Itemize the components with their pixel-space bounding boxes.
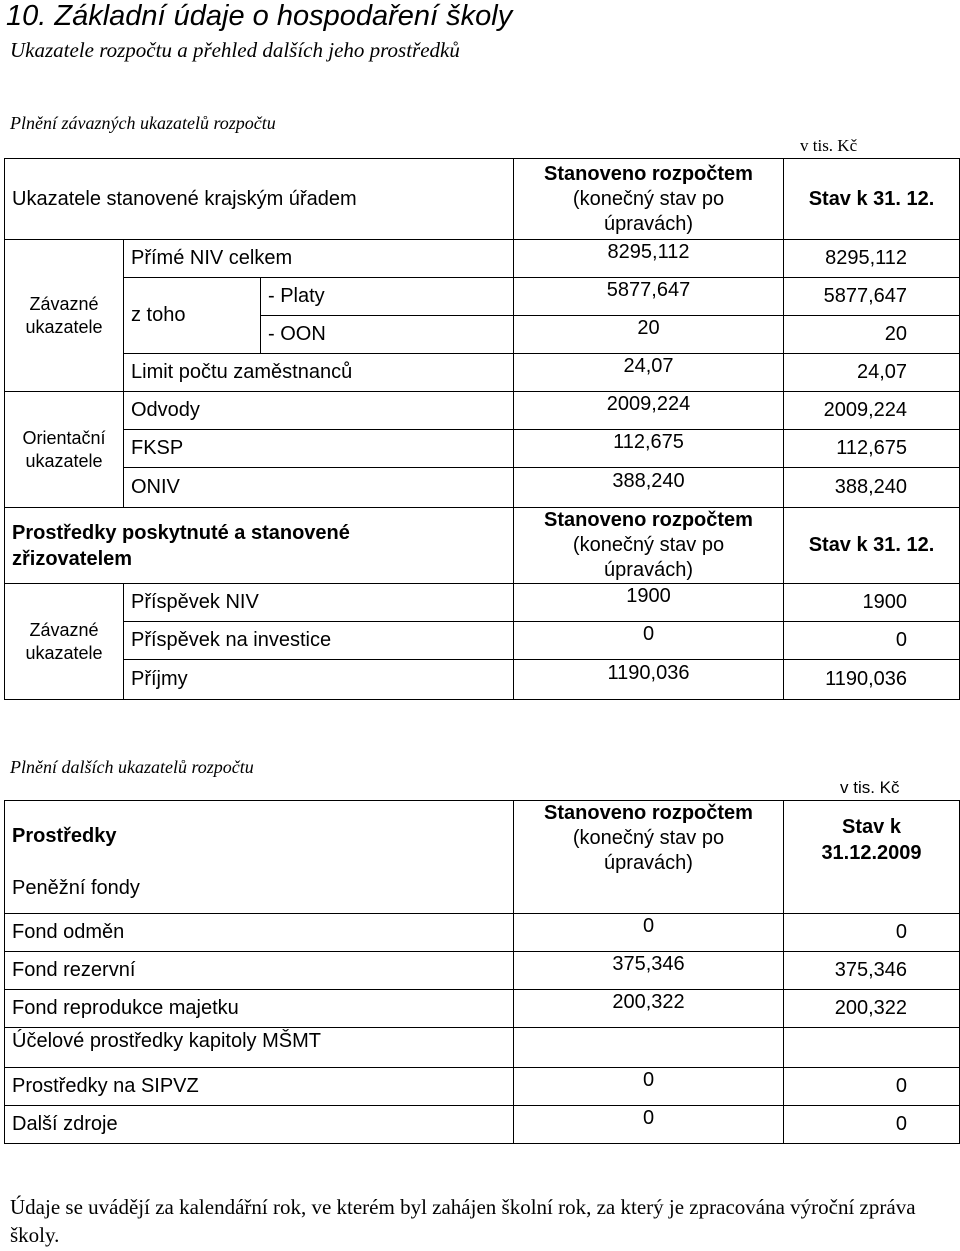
table-header-row [5,801,960,914]
row-planned-value: 375,346 [612,953,685,975]
row-label-text: Účelové prostředky kapitoly MŠMT [12,1030,321,1052]
row-label-text: Příspěvek NIV [131,591,259,613]
row-planned-value: 24,07 [623,355,674,377]
row-actual [784,392,960,430]
row-actual [784,240,960,278]
binding2-label-line1: Závazné [29,619,99,640]
table-row [5,914,960,952]
row-planned-value: 0 [642,915,655,937]
header-planned-cell [514,508,784,584]
row-planned [514,660,784,700]
row-actual-value: 0 [895,1075,907,1097]
row-label-text: Příjmy [131,668,188,690]
row-actual [784,354,960,392]
binding-label-line1: Závazné [29,293,99,314]
row-actual-value: 24,07 [856,361,908,383]
header-means-label: Prostředky [12,825,117,847]
header-planned-cell [514,801,784,914]
row-planned [514,316,784,354]
header-actual-label: Stav k 31. 12. [808,534,935,556]
row-planned [514,392,784,430]
header-founder-cell [5,508,514,584]
table-row [5,584,960,622]
row-actual-value: 0 [895,921,907,943]
row-actual-value: 200,322 [834,997,907,1019]
header-planned-line1: Stanoveno rozpočtem [544,162,753,185]
row-planned-value: 1190,036 [607,662,690,684]
row-actual-value: 1190,036 [825,668,908,690]
of-which-label: z toho [131,304,186,326]
header-founder-line1: Prostředky poskytnuté a stanovené [12,521,350,544]
row-actual [784,278,960,316]
row-label [5,1028,514,1068]
row-actual-value: 112,675 [836,437,908,459]
binding-indicators-2-cell [5,584,124,700]
row-label [124,584,514,622]
row-label [5,990,514,1028]
row-planned [514,468,784,508]
orientation-label-line2: ukazatele [25,450,103,471]
row-actual-value: 2009,224 [823,399,908,421]
row-actual-value: 20 [884,323,908,345]
section2-unit: v tis. Kč [840,778,900,797]
row-planned [514,1028,784,1068]
row-actual [784,1106,960,1144]
row-label [5,952,514,990]
table-header-row [5,508,960,584]
row-planned [514,1068,784,1106]
row-planned [514,430,784,468]
row-planned [514,278,784,316]
table-row [5,468,960,508]
row-label-text: FKSP [131,437,184,459]
row-label-text: - OON [268,323,326,345]
row-actual-value: 0 [895,1113,907,1135]
header-planned-line3: úpravách) [604,559,693,581]
table-row [5,278,960,316]
section2-title: Plnění dalších ukazatelů rozpočtu [10,757,254,777]
table-row [5,1028,960,1068]
row-label [124,660,514,700]
other-indicators-table [4,800,960,1144]
header-actual-line1: Stav k [842,816,901,838]
row-label-text: ONIV [131,476,180,498]
header-founder-line2: zřizovatelem [12,547,133,570]
table-row [5,660,960,700]
row-planned-value: 200,322 [612,991,685,1013]
row-actual-value: 375,346 [834,959,907,981]
row-planned [514,622,784,660]
header-means-cell [5,801,514,914]
table-row [5,952,960,990]
row-actual-value: 5877,647 [823,285,908,307]
row-label [5,1106,514,1144]
row-actual-value: 8295,112 [825,247,908,269]
header-planned-line1: Stanoveno rozpočtem [544,509,753,531]
orientation-indicators-cell [5,392,124,508]
row-planned-value: 1900 [626,585,671,607]
row-label-text: Odvody [131,399,200,421]
row-label [261,316,514,354]
row-actual [784,316,960,354]
row-label [5,914,514,952]
row-actual [784,660,960,700]
header-actual-label: Stav k 31. 12. [808,187,935,210]
binding-label-line2: ukazatele [25,316,103,337]
header-funds-label: Peněžní fondy [12,877,140,899]
row-actual [784,584,960,622]
section1-unit: v tis. Kč [800,136,858,155]
row-label-text: Fond reprodukce majetku [12,997,239,1019]
header-planned-cell [514,159,784,240]
row-actual [784,622,960,660]
row-actual-value: 388,240 [834,476,908,498]
header-actual-cell [784,508,960,584]
page-title: 10. Základní údaje o hospodaření školy [6,0,513,32]
table-row [5,240,960,278]
header-planned-line1: Stanoveno rozpočtem [544,802,753,824]
row-label-text: Limit počtu zaměstnanců [131,361,353,383]
header-planned-line3: úpravách) [604,852,693,874]
row-planned-value: 2009,224 [606,393,691,415]
row-actual [784,952,960,990]
row-actual [784,468,960,508]
page-subtitle: Ukazatele rozpočtu a přehled dalších jeho prostředků [10,38,460,62]
header-planned-line2: (konečný stav po [572,827,725,849]
row-label-text: Prostředky na SIPVZ [12,1075,199,1097]
row-label-text: Fond rezervní [12,959,136,981]
row-label-text: - Platy [268,285,325,307]
row-label [124,430,514,468]
budget-indicators-table [4,158,960,700]
table-row [5,430,960,468]
header-planned-line2: (konečný stav po [572,187,725,210]
binding2-label-line2: ukazatele [25,642,103,663]
row-label [261,278,514,316]
table-header-row [5,159,960,240]
row-actual [784,990,960,1028]
row-label [124,240,514,278]
row-label [5,1068,514,1106]
table-row [5,990,960,1028]
row-label-text: Přímé NIV celkem [131,247,293,269]
row-planned-value: 0 [642,1107,655,1129]
row-label-text: Příspěvek na investice [131,629,332,651]
row-actual [784,430,960,468]
row-planned-value: 112,675 [613,431,684,453]
header-indicators-label: Ukazatele stanovené krajským úřadem [12,187,357,210]
row-actual [784,1068,960,1106]
table-row [5,622,960,660]
row-planned-value: 0 [642,1069,655,1091]
table-row [5,392,960,430]
header-planned-line3: úpravách) [604,212,693,235]
row-planned-value: 0 [642,623,655,645]
header-actual-cell [784,801,960,914]
row-planned [514,914,784,952]
row-label [124,622,514,660]
header-actual-cell [784,159,960,240]
row-planned-value: 20 [637,317,660,339]
row-label [124,392,514,430]
row-label [124,354,514,392]
footnote: Údaje se uvádějí za kalendářní rok, ve kterém byl zahájen školní rok, za který je zpracována výroční zpráva školy. [10,1195,916,1247]
row-planned [514,354,784,392]
binding-indicators-cell [5,240,124,392]
row-label [124,468,514,508]
table-row [5,354,960,392]
header-indicators-cell [5,159,514,240]
row-planned-value: 8295,112 [607,241,690,263]
header-actual-line2: 31.12.2009 [821,842,922,864]
row-planned [514,952,784,990]
row-planned-value: 5877,647 [606,279,691,301]
header-planned-line2: (konečný stav po [572,534,725,556]
table-row [5,1106,960,1144]
row-actual-value: 0 [895,629,908,651]
row-actual [784,1028,960,1068]
section1-title: Plnění závazných ukazatelů rozpočtu [10,113,276,133]
orientation-label-line1: Orientační [22,427,106,448]
of-which-cell [124,278,261,354]
row-planned [514,584,784,622]
row-planned [514,1106,784,1144]
row-planned [514,990,784,1028]
table-row [5,1068,960,1106]
row-actual-value: 1900 [862,591,908,613]
row-label-text: Fond odměn [12,921,125,943]
row-planned [514,240,784,278]
row-planned-value: 388,240 [612,470,685,492]
row-label-text: Další zdroje [12,1113,118,1135]
row-actual [784,914,960,952]
